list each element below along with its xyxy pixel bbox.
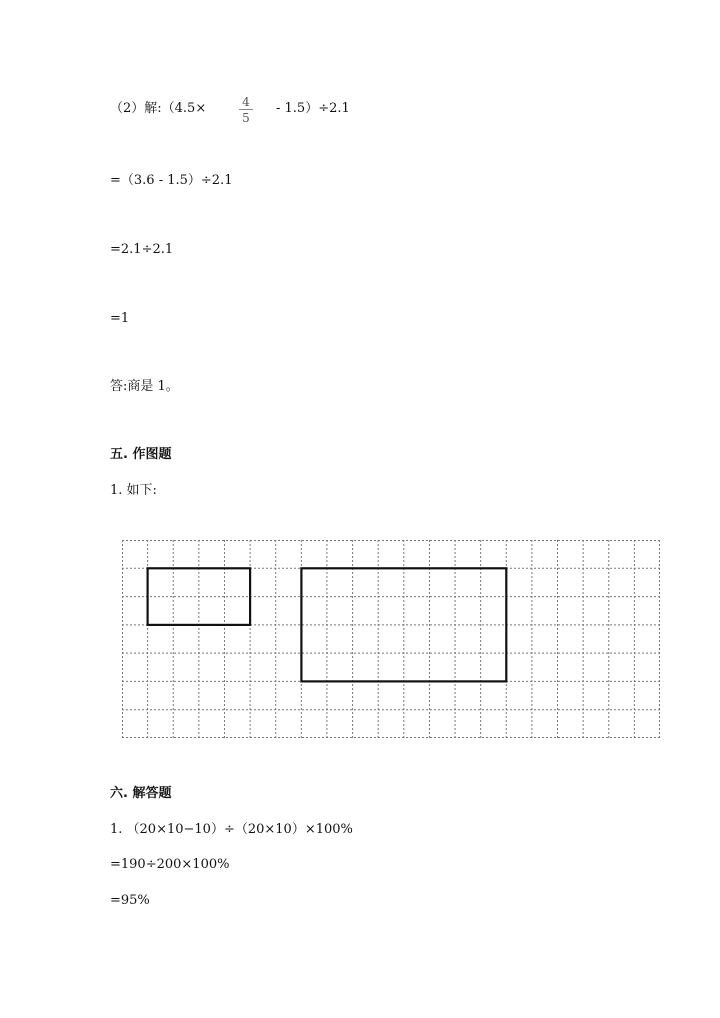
fraction-numerator: 4 bbox=[242, 95, 250, 109]
part2-prefix: （2）解:（4.5× bbox=[110, 101, 207, 116]
section6-heading: 六. 解答题 bbox=[110, 786, 172, 801]
section6-step2: =95% bbox=[110, 893, 150, 908]
part2-step3: =1 bbox=[110, 311, 130, 326]
section6-item1: 1. （20×10−10）÷（20×10）×100% bbox=[110, 822, 353, 837]
part2-step1: =（3.6 - 1.5）÷2.1 bbox=[110, 173, 233, 188]
section5-heading: 五. 作图题 bbox=[110, 447, 172, 462]
part2-suffix: - 1.5）÷2.1 bbox=[276, 101, 350, 116]
fraction-bar bbox=[239, 109, 253, 110]
part2-answer: 答:商是 1。 bbox=[110, 379, 179, 394]
grid-lines bbox=[122, 540, 660, 738]
section6-step1: =190÷200×100% bbox=[110, 857, 230, 872]
drawing-grid bbox=[122, 540, 660, 738]
fraction-denominator: 5 bbox=[242, 111, 250, 125]
section5-item1: 1. 如下: bbox=[110, 483, 157, 498]
part2-step2: =2.1÷2.1 bbox=[110, 242, 174, 257]
